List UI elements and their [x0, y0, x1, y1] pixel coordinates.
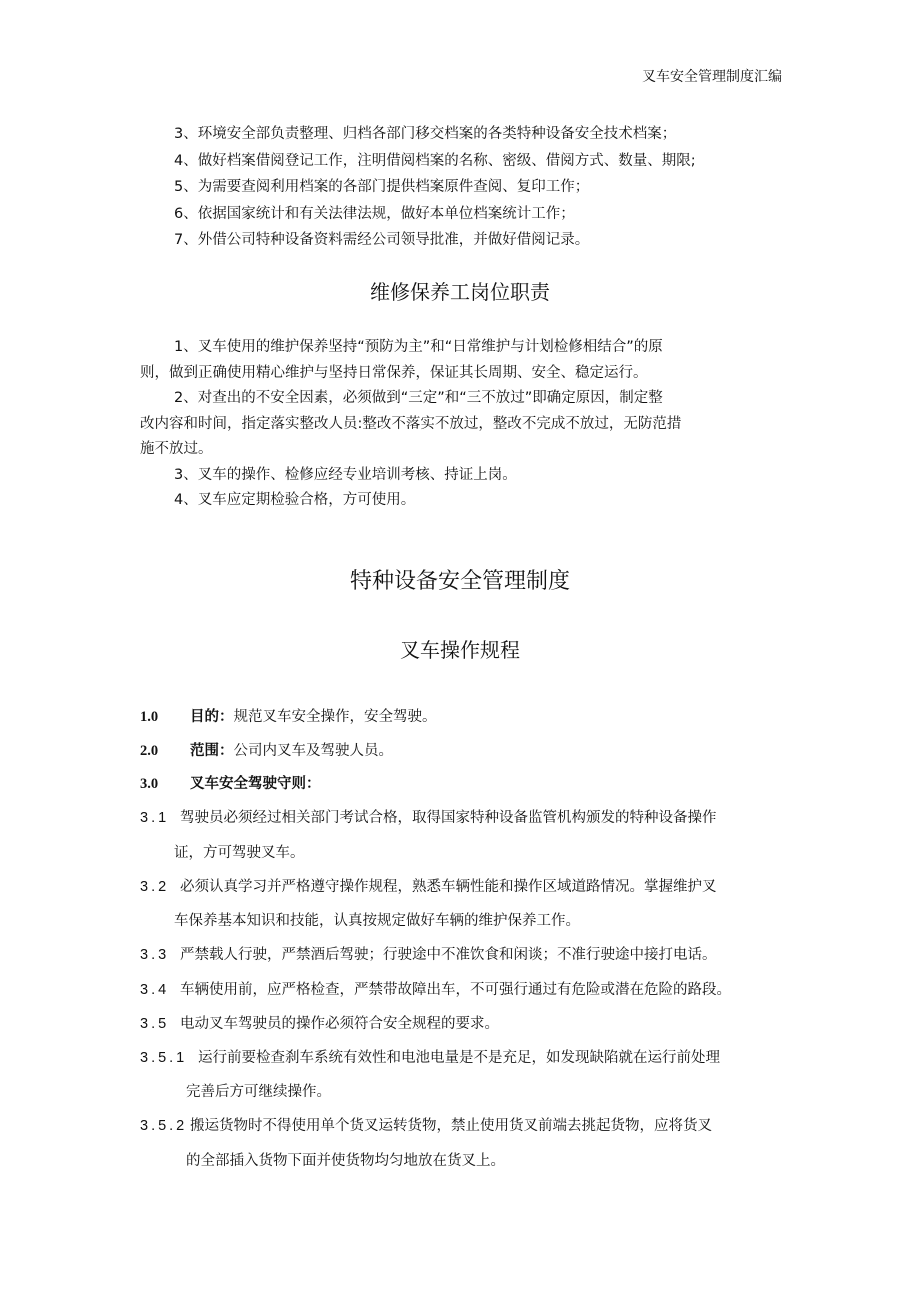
main-title: 特种设备安全管理制度 — [349, 569, 570, 594]
maintenance-duties — [140, 335, 780, 514]
rule-label: 叉车安全驾驶守则： — [190, 776, 321, 792]
rule-number: 3.4 — [140, 982, 170, 998]
rule-3-4 — [140, 978, 731, 999]
rule-number: 3.3 — [140, 947, 170, 963]
list-item: 5、为需要查阅利用档案的各部门提供档案原件查阅、复印工作； — [174, 179, 590, 195]
rule-number: 2.0 — [140, 743, 159, 759]
rule-number: 3.0 — [140, 776, 159, 792]
rule-text: 公司内叉车及驾驶人员。 — [233, 743, 393, 759]
rule-3-5 — [140, 1012, 499, 1033]
sub-title: 叉车操作规程 — [400, 638, 520, 662]
list-item: 6、依据国家统计和有关法律法规，做好本单位档案统计工作； — [174, 205, 575, 222]
paragraph-line: 2、对查出的不安全因素，必须做到“三定”和“三不放过”即确定原因，制定整 — [174, 390, 663, 406]
rule-3-1 — [140, 806, 717, 827]
rule-text: 搬运货物时不得使用单个货叉运转货物，禁止使用货叉前端去挑起货物，应将货叉 — [190, 1118, 712, 1134]
rule-text: 电动叉车驾驶员的操作必须符合安全规程的要求。 — [180, 1016, 499, 1032]
list-item: 3、环境安全部负责整理、归档各部门移交档案的各类特种设备安全技术档案； — [174, 126, 677, 142]
rule-3 — [140, 772, 321, 793]
rule-number: 3.5 — [140, 1016, 170, 1032]
rule-3-1-cont: 证，方可驾驶叉车。 — [174, 845, 305, 861]
rule-number: 3.1 — [140, 810, 170, 826]
rule-label: 目的： — [190, 709, 234, 725]
paragraph-line: 则，做到正确使用精心维护与坚持日常保养，保证其长周期、安全、稳定运行。 — [140, 364, 648, 381]
rule-text: 运行前要检查刹车系统有效性和电池电量是不是充足，如发现缺陷就在运行前处理 — [198, 1050, 720, 1066]
rule-1 — [140, 705, 437, 726]
section-title-maintenance: 维修保养工岗位职责 — [370, 280, 550, 304]
rule-label: 范围： — [190, 743, 234, 759]
rule-3-5-1-cont: 完善后方可继续操作。 — [186, 1084, 331, 1100]
rule-text: 驾驶员必须经过相关部门考试合格，取得国家特种设备监管机构颁发的特种设备操作 — [180, 810, 717, 826]
rule-3-5-2 — [140, 1114, 712, 1135]
paragraph-line: 1、叉车使用的维护保养坚持“预防为主”和“日常维护与计划检修相结合”的原 — [174, 339, 663, 355]
rule-text: 车辆使用前，应严格检查，严禁带故障出车，不可强行通过有危险或潜在危险的路段。 — [180, 982, 731, 998]
paragraph-line: 施不放过。 — [140, 441, 213, 457]
rule-number: 3.2 — [140, 879, 170, 895]
rule-text: 规范叉车安全操作，安全驾驶。 — [233, 709, 437, 725]
archive-duty-list — [140, 121, 780, 254]
list-item: 7、外借公司特种设备资料需经公司领导批准，并做好借阅记录。 — [174, 232, 590, 248]
paragraph-line: 4、叉车应定期检验合格，方可使用。 — [174, 492, 416, 508]
rule-text: 必须认真学习并严格遵守操作规程，熟悉车辆性能和操作区域道路情况。掌握维护叉 — [180, 879, 717, 895]
rule-3-3 — [140, 943, 717, 964]
rule-number: 3.5.1 — [140, 1050, 188, 1066]
rule-2 — [140, 739, 393, 760]
page-header: 叉车安全管理制度汇编 — [642, 69, 782, 85]
rule-text: 严禁载人行驶，严禁酒后驾驶；行驶途中不准饮食和闲谈；不准行驶途中接打电话。 — [180, 947, 717, 963]
rule-3-2-cont: 车保养基本知识和技能，认真按规定做好车辆的维护保养工作。 — [174, 913, 580, 929]
rule-3-2 — [140, 875, 717, 896]
rule-number: 1.0 — [140, 709, 159, 725]
rule-3-5-2-cont: 的全部插入货物下面并使货物均匀地放在货叉上。 — [186, 1153, 505, 1169]
paragraph-line: 改内容和时间，指定落实整改人员:整改不落实不放过，整改不完成不放过，无防范措 — [140, 415, 682, 432]
rule-number: 3.5.2 — [140, 1118, 188, 1134]
paragraph-line: 3、叉车的操作、检修应经专业培训考核、持证上岗。 — [174, 466, 517, 483]
list-item: 4、做好档案借阅登记工作，注明借阅档案的名称、密级、借阅方式、数量、期限; — [174, 152, 696, 169]
rule-3-5-1 — [140, 1046, 720, 1067]
